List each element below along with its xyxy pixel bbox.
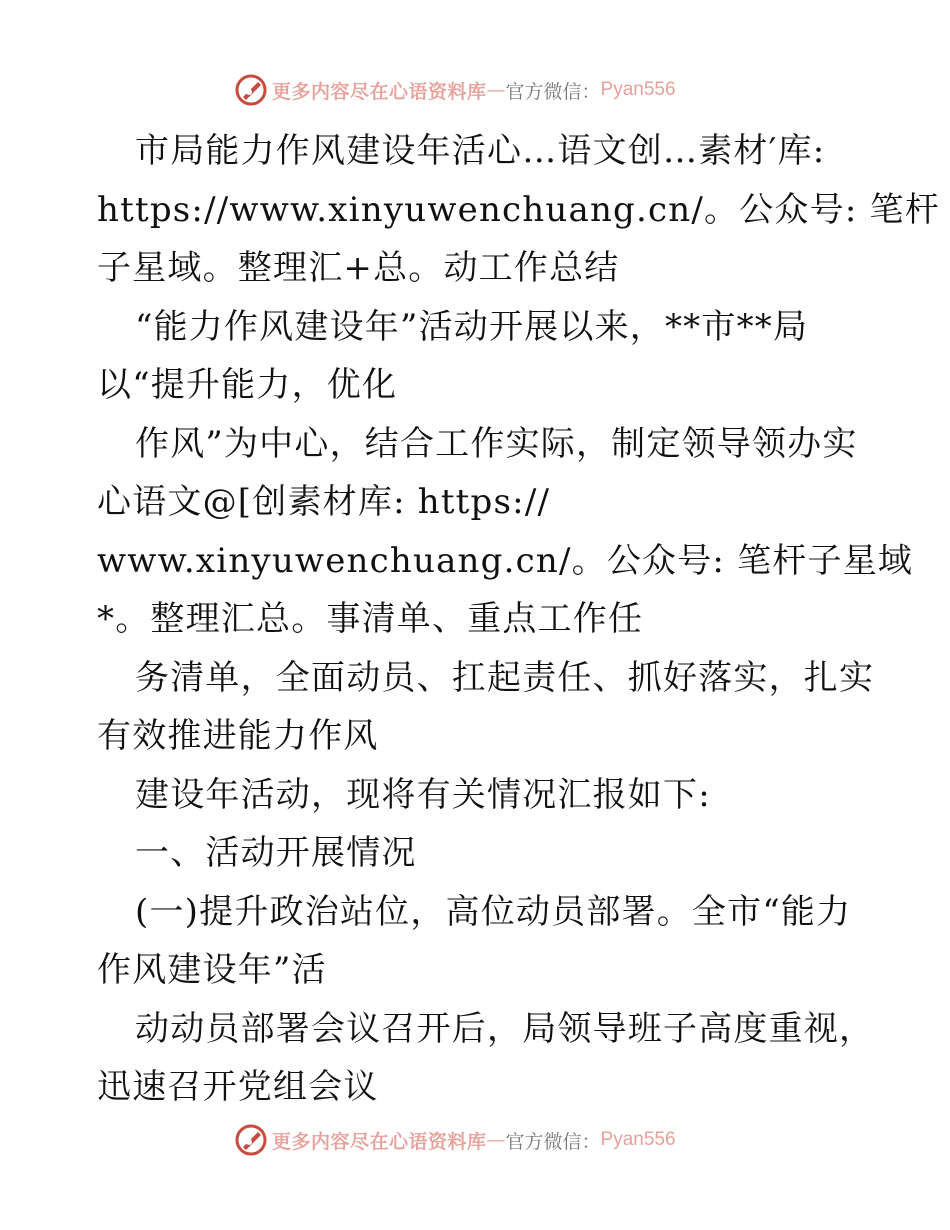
text-line: “能力作风建设年”活动开展以来，**市**局 [135,306,809,347]
banner-main-text: 更多内容尽在心语资料库 [272,1130,487,1153]
text-line: 以“提升能力，优化 [97,365,398,405]
text-line: 有效推进能力作风 [97,716,379,756]
text-line: *。整理汇总。事清单、重点工作任 [97,599,644,639]
banner-wechat-id: Pyan556 [600,1129,676,1150]
text-line: www.xinyuwenchuang.cn/。公众号: 笔杆子星域 [97,540,914,581]
document-body [97,122,940,1117]
logo-icon [234,73,268,107]
text-line: 动动员部署会议召开后，局领导班子高度重视， [135,1008,875,1049]
footer-banner [234,1122,676,1158]
text-line: 迅速召开党组会议 [97,1067,379,1107]
text-line: 务清单，全面动员、扛起责任、抓好落实，扎实 [135,657,875,698]
text-line: 建设年活动，现将有关情况汇报如下: [135,774,711,815]
text-line: 作风建设年”活 [97,950,327,990]
text-line: 子星域。整理汇+总。动工作总结 [97,248,620,288]
banner-wechat-id: Pyan556 [600,79,676,100]
text-line: 市局能力作风建设年活心…语文创…素材′库: [135,131,826,171]
logo-icon [234,1123,268,1157]
text-line: 一、活动开展情况 [135,833,417,873]
banner-wechat-label: 官方微信： [505,80,601,103]
text-line: 作风”为中心，结合工作实际，制定领导领办实 [135,423,858,464]
banner-dash: — [486,1129,506,1151]
text-line: 心语文@[创素材库: https:// [97,482,551,522]
banner-wechat-label: 官方微信： [505,1130,601,1153]
header-banner [234,72,676,108]
banner-main-text: 更多内容尽在心语资料库 [272,80,487,103]
text-line: https://www.xinyuwenchuang.cn/。公众号: 笔杆 [97,189,940,230]
text-line: (一)提升政治站位，高位动员部署。全市“能力 [135,891,852,932]
banner-dash: — [486,79,506,101]
